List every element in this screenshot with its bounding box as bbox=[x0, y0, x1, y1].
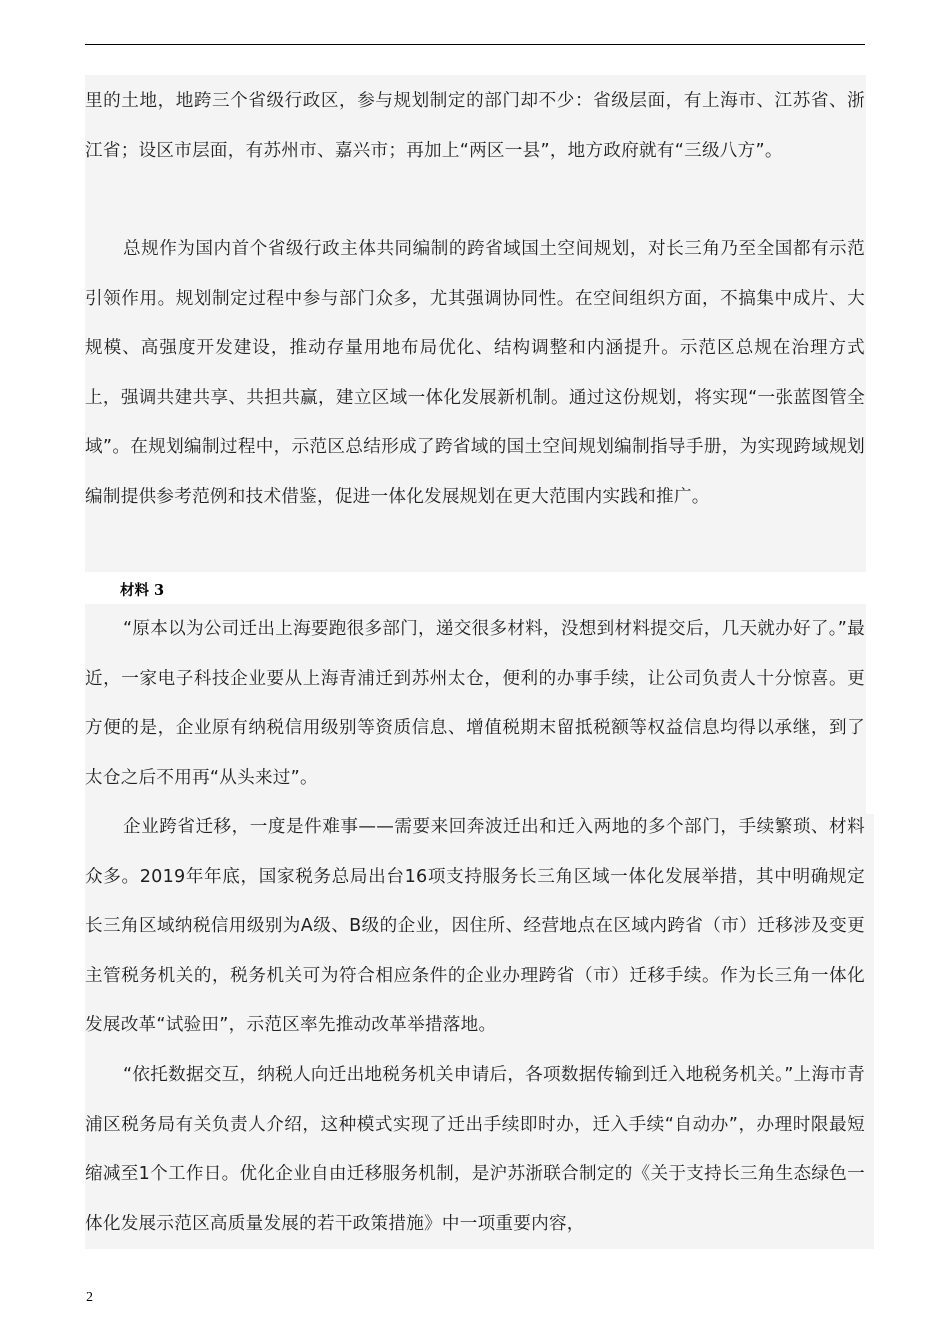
section-label: 材料 3 bbox=[120, 582, 165, 599]
paragraph-4: 企业跨省迁移，一度是件难事——需要来回奔波迁出和迁入两地的多个部门，手续繁琐、材料众多。2019年年底，国家税务总局出台16项支持服务长三角区域一体化发展举措，其中明确规定长三角区域纳税信用级别为A级、B级的企业，因住所、经营地点在区域内跨省（市）迁移涉及变更主管税务机关的，税务机关可为符合相应条件的企业办理跨省（市）迁移手续。作为长三角一体化发展改革“试验田”，示范区率先推动改革举措落地。 bbox=[85, 817, 865, 1035]
header-rule bbox=[85, 44, 865, 45]
page-number: 2 bbox=[86, 1290, 93, 1305]
paragraph-5: “依托数据交互，纳税人向迁出地税务机关申请后，各项数据传输到迁入地税务机关。”上海市青浦区税务局有关负责人介绍，这种模式实现了迁出手续即时办，迁入手续“自动办”，办理时限最短缩减至1个工作日。优化企业自由迁移服务机制，是沪苏浙联合制定的《关于支持长三角生态绿色一体化发展示范区高质量发展的若干政策措施》中一项重要内容， bbox=[85, 1065, 865, 1234]
paragraph-1: 里的土地，地跨三个省级行政区，参与规划制定的部门却不少：省级层面，有上海市、江苏省、浙江省；设区市层面，有苏州市、嘉兴市；再加上“两区一县”，地方政府就有“三级八方”。 bbox=[85, 91, 865, 161]
paragraph-3: “原本以为公司迁出上海要跑很多部门，递交很多材料，没想到材料提交后，几天就办好了。”最近，一家电子科技企业要从上海青浦迁到苏州太仓，便利的办事手续，让公司负责人十分惊喜。更方便的是，企业原有纳税信用级别等资质信息、增值税期末留抵税额等权益信息均得以承继，到了太仓之后不用再“从头来过”。 bbox=[85, 619, 865, 788]
paragraph-2: 总规作为国内首个省级行政主体共同编制的跨省域国土空间规划，对长三角乃至全国都有示范引领作用。规划制定过程中参与部门众多，尤其强调协同性。在空间组织方面，不搞集中成片、大规模、高强度开发建设，推动存量用地布局优化、结构调整和内涵提升。示范区总规在治理方式上，强调共建共享、共担共赢，建立区域一体化发展新机制。通过这份规划，将实现“一张蓝图管全域”。在规划编制过程中，示范区总结形成了跨省域的国土空间规划编制指导手册，为实现跨域规划编制提供参考范例和技术借鉴，促进一体化发展规划在更大范围内实践和推广。 bbox=[85, 239, 865, 507]
